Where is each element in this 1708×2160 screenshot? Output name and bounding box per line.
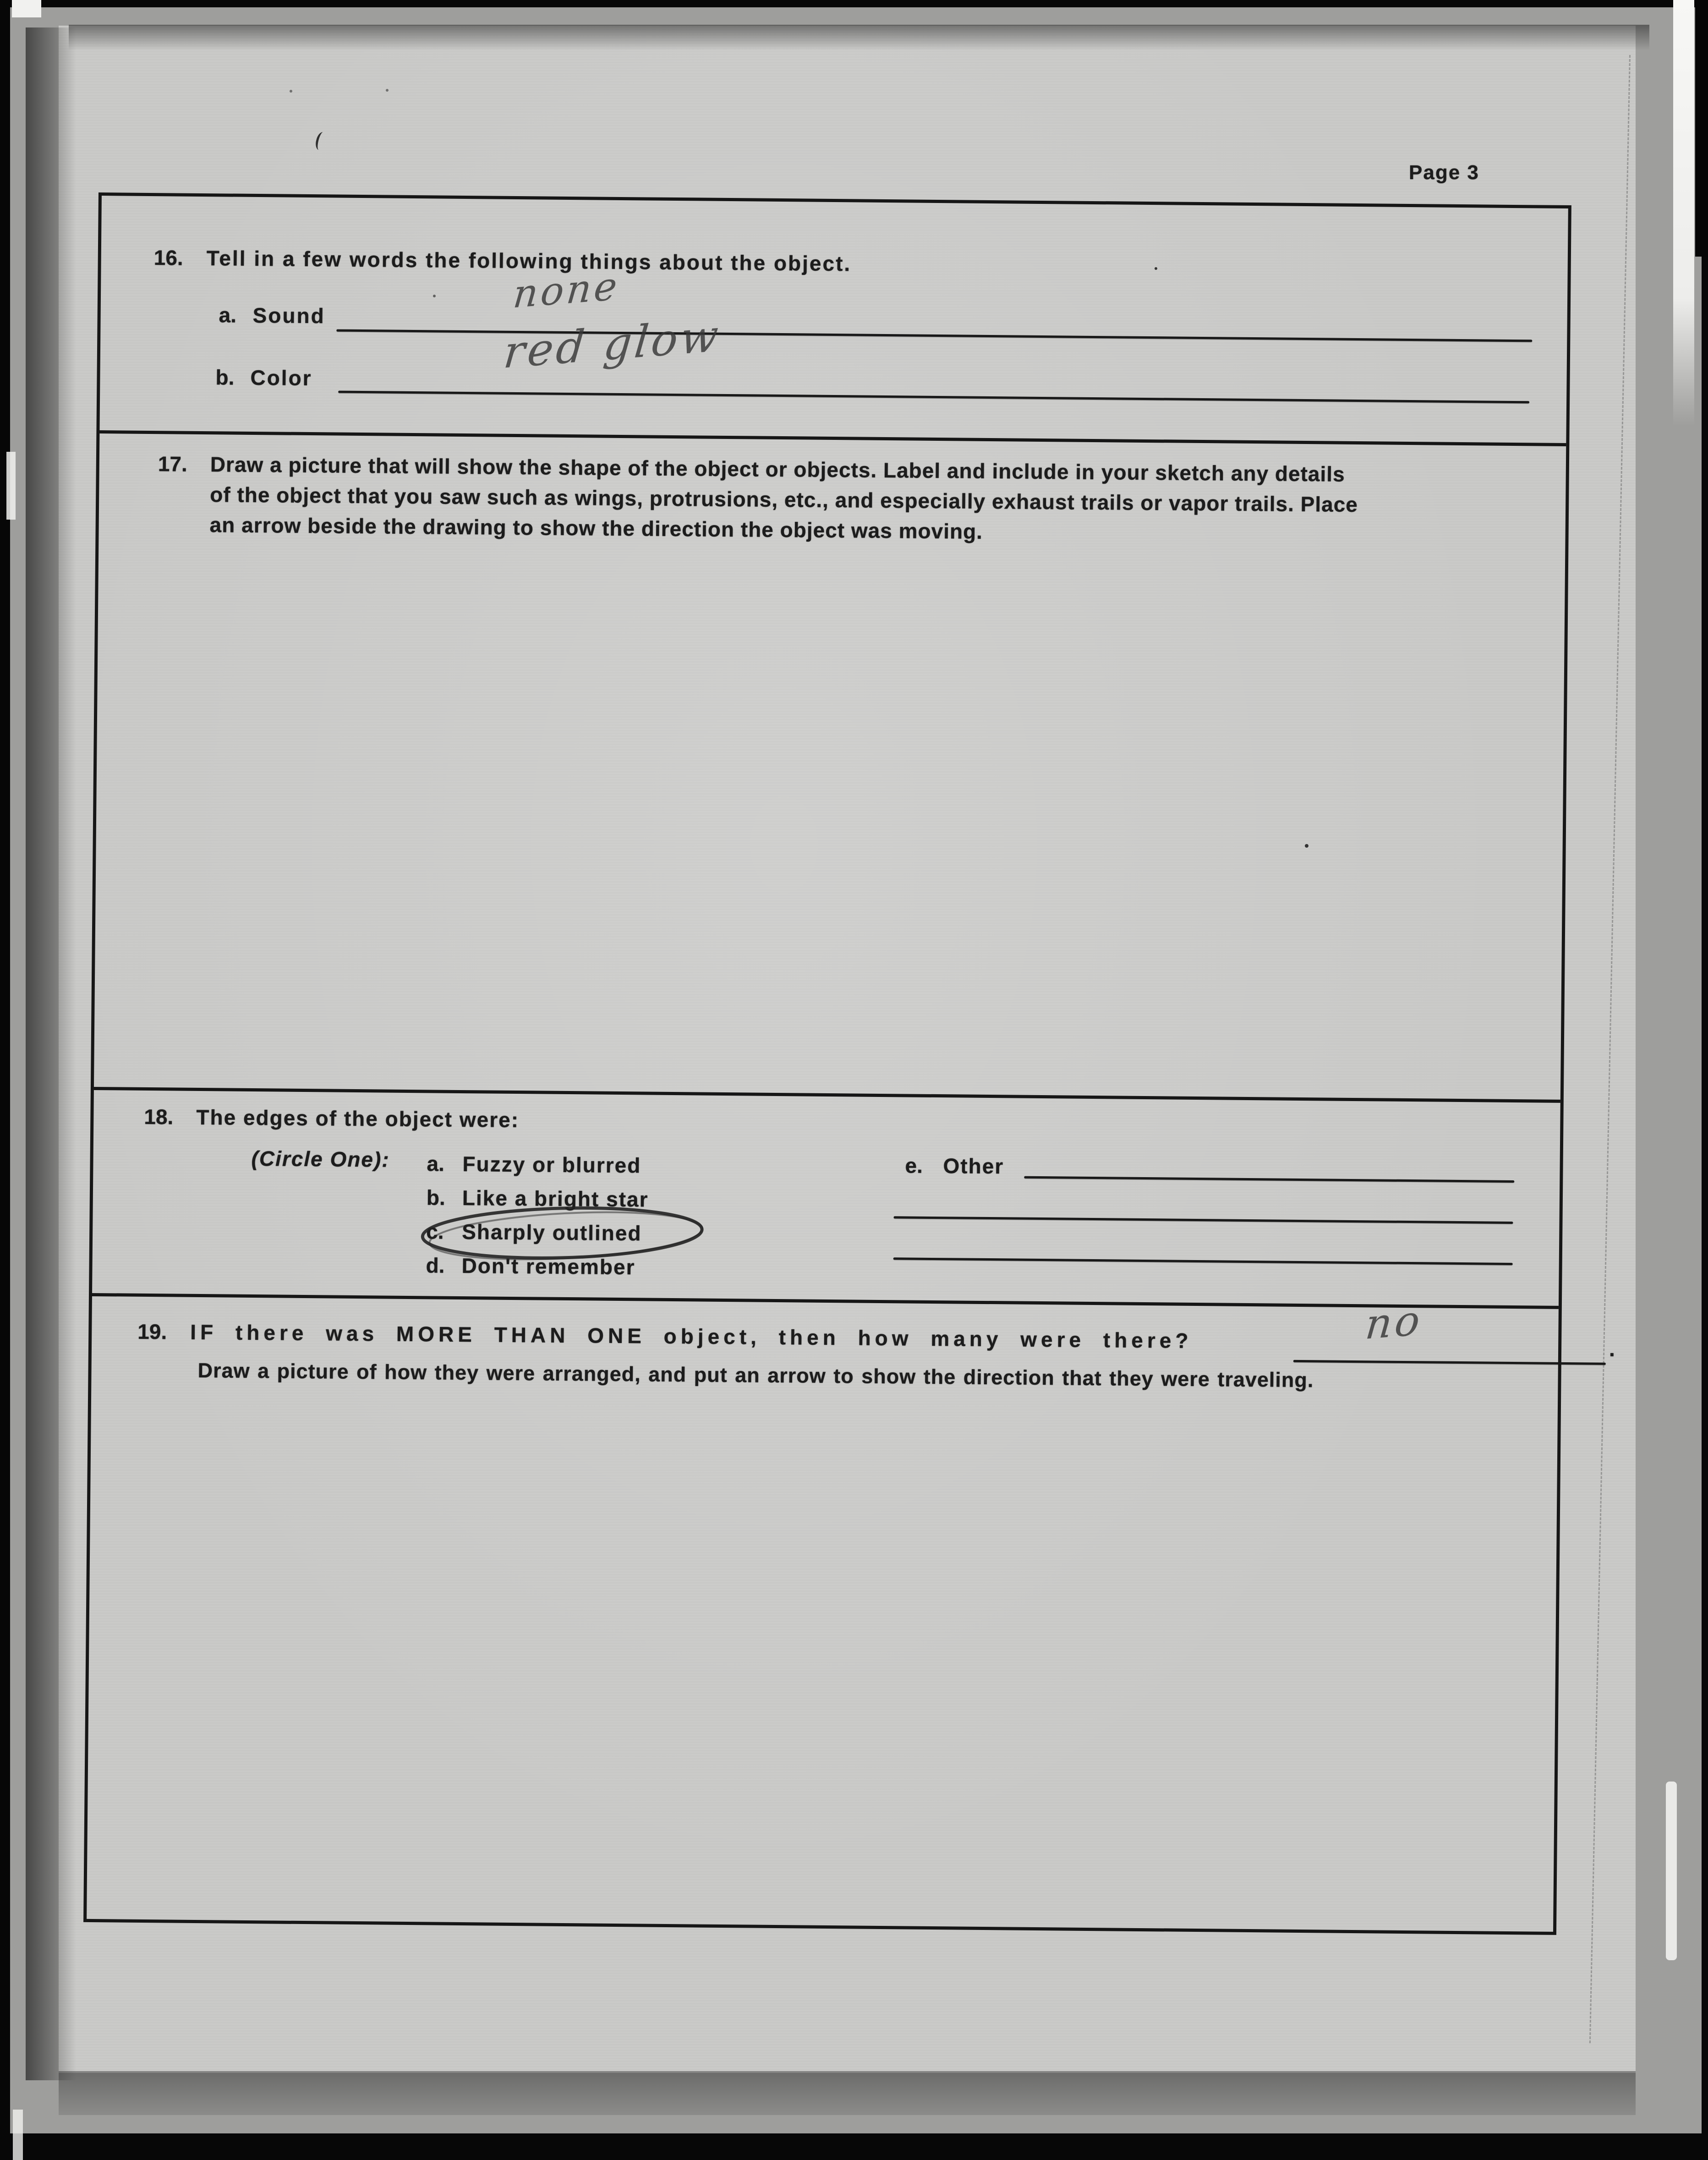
q16a-letter: a.: [219, 303, 237, 327]
film-scratch-bottom-right: [1666, 1782, 1677, 1960]
questionnaire-form: [83, 192, 1615, 1935]
q18-prompt: The edges of the object were:: [196, 1105, 520, 1132]
film-scratch-left: [6, 452, 16, 520]
section-divider-17-18: [94, 1087, 1560, 1103]
scan-shadow-top: [69, 25, 1649, 50]
film-scratch-top-left: [12, 0, 41, 17]
q18-other-blank-line-3: [893, 1257, 1513, 1265]
paper-speck: [290, 90, 292, 93]
q17-number: 17.: [158, 452, 188, 476]
q16-prompt: Tell in a few words the following things about the object.: [206, 246, 852, 276]
film-edge-top-right: [1695, 0, 1708, 257]
section-divider-18-19: [92, 1293, 1559, 1309]
q18-other-blank-line-1: [1024, 1176, 1514, 1183]
q16b-color-blank-line: [338, 391, 1529, 404]
q18-option-a-letter: a.: [427, 1151, 445, 1176]
q18-other-blank-line-2: [894, 1216, 1513, 1224]
circled-option-annotation: [411, 1200, 714, 1266]
q18-circle-one-instruction: (Circle One):: [251, 1146, 390, 1172]
q19-line-terminator: .: [1609, 1337, 1615, 1361]
q18-option-d-label: Don't remember: [461, 1254, 635, 1279]
q18-other-letter: e.: [905, 1153, 923, 1178]
q18-option-b-letter: b.: [426, 1185, 446, 1210]
q17-prompt-line3: an arrow beside the drawing to show the direction the object was moving.: [209, 513, 983, 543]
q18-number: 18.: [144, 1104, 174, 1129]
q19-handwritten-answer: no: [1363, 1296, 1425, 1349]
film-scratch-bottom-left: [13, 2110, 23, 2160]
q16a-handwritten-answer: none: [511, 263, 622, 317]
scan-shadow-left: [26, 27, 76, 2080]
q19-number: 19.: [137, 1319, 167, 1344]
paper-speck: [386, 89, 389, 92]
q16b-handwritten-answer: red glow: [501, 309, 723, 379]
q16b-letter: b.: [215, 365, 235, 389]
q16b-label: Color: [250, 365, 312, 390]
q18-option-b-label: Like a bright star: [462, 1186, 649, 1212]
scan-shadow-bottom: [59, 2071, 1636, 2115]
q18-other-label: Other: [943, 1154, 1004, 1179]
q18-option-c-label: Sharply outlined: [462, 1220, 642, 1245]
q18-option-c-letter: c.: [426, 1219, 444, 1244]
q16-number: 16.: [153, 246, 183, 270]
q19-prompt-line1: IF there was MORE THAN ONE object, then how many were there?: [190, 1320, 1193, 1353]
q16a-label: Sound: [252, 303, 325, 328]
q18-option-d-letter: d.: [426, 1253, 445, 1277]
q19-prompt-line2: Draw a picture of how they were arranged, and put an arrow to show the direction that they were traveling.: [197, 1358, 1314, 1392]
q17-prompt-line2: of the object that you saw such as wings, protrusions, etc., and especially exhaust trails or vapor trails. Place: [210, 482, 1358, 517]
q17-prompt-line1: Draw a picture that will show the shape of the object or objects. Label and include in your sketch any details: [210, 452, 1345, 486]
page-number-label: Page 3: [1409, 161, 1479, 184]
q18-option-a-label: Fuzzy or blurred: [462, 1152, 641, 1178]
q19-count-blank-line: [1293, 1360, 1606, 1365]
film-scratch-top-right: [1673, 0, 1694, 426]
section-divider-16-17: [99, 430, 1566, 446]
